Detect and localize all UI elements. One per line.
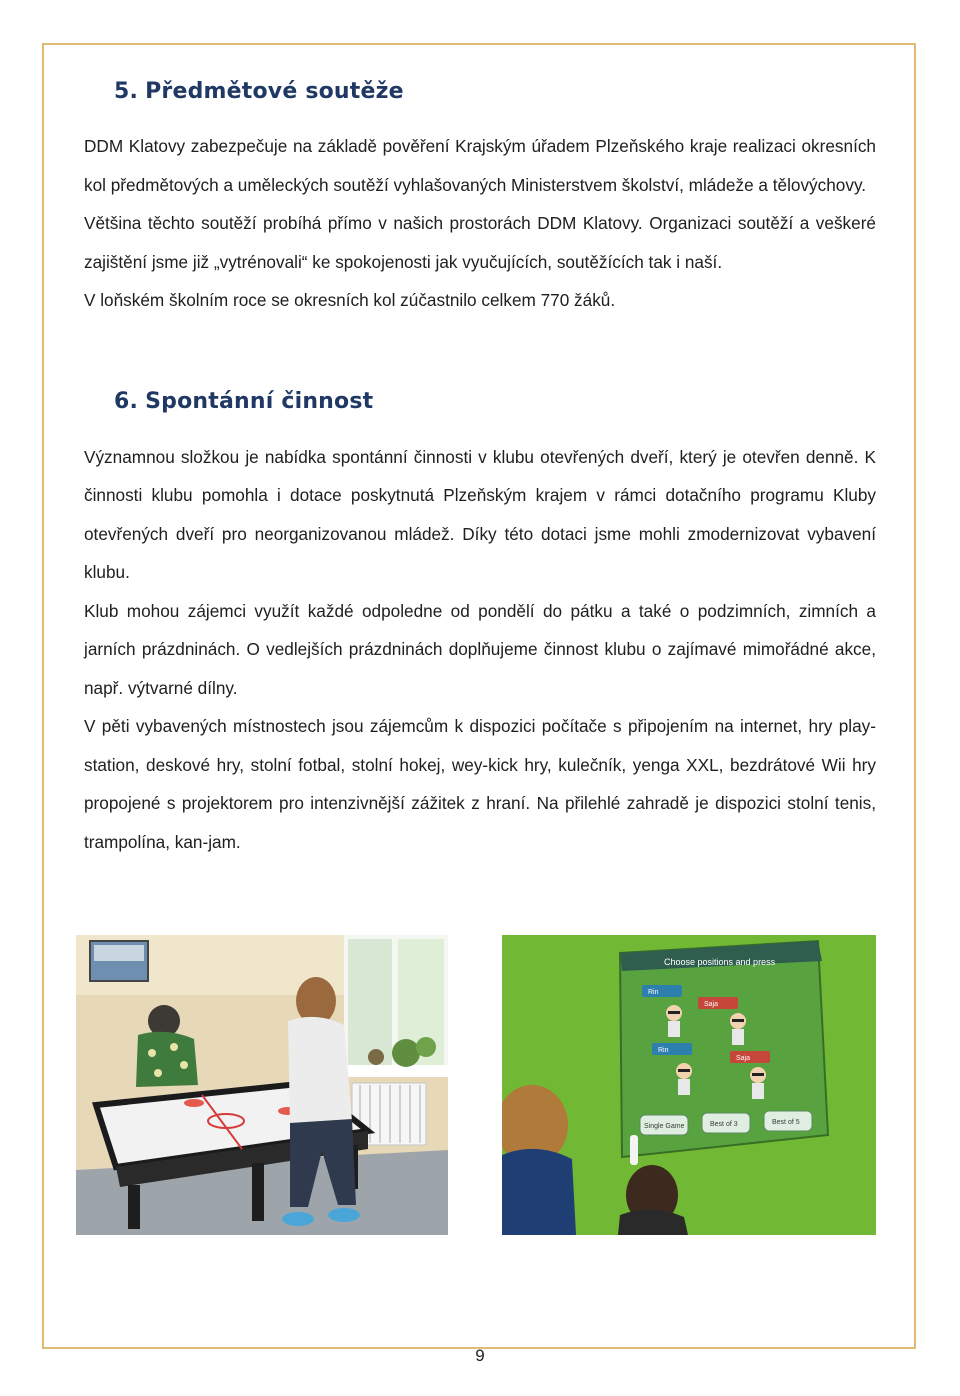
wii-button-label: Best of 5 [772,1119,800,1126]
wii-projection-illustration [502,935,876,1235]
section-5-paragraph: V loňském školním roce se okresních kol zúčastnilo celkem 770 žáků. [84,290,616,310]
section-5-body [84,127,876,320]
page-number: 9 [475,1346,485,1365]
wii-player-name: Rin [658,1047,669,1054]
section-5-title: Předmětové soutěže [145,79,404,104]
section-5-heading [84,72,876,112]
wii-player-name: Rin [648,989,659,996]
section-6-paragraph: V pěti vybavených místnostech jsou zájemcům k dispozici počítače s připojením na internet, hry play-station, deskové hry, stolní fotbal, stolní hokej, wey-kick hry, kulečník, yenga XXL, bezdrátové Wii hry propojené s projektorem pro intenzivnější zážitek z hraní. Na přilehlé zahradě je dispozici stolní tenis, trampolína, kan-jam. [84,716,876,852]
wii-projection-photo [502,935,876,1235]
section-6-title: Spontánní činnost [145,388,374,414]
air-hockey-photo [76,935,448,1235]
section-6-paragraph: Významnou složkou je nabídka spontánní činnosti v klubu otevřených dveří, který je otevřen denně. K činnosti klubu pomohla i dotace poskytnutá Plzeňským krajem v rámci dotačního programu Kluby otevřených dveří pro neorganizovanou mládež. Díky této dotaci jsme mohli zmodernizovat vybavení klubu. [84,446,876,582]
wii-screen-title: Choose positions and press [664,957,776,967]
section-6-number: 6. [114,388,139,414]
air-hockey-illustration [76,935,448,1235]
section-6-heading [84,382,876,422]
wii-button-label: Single Game [644,1123,685,1130]
wii-player-name: Saja [704,1001,719,1008]
wii-player-name: Saja [736,1055,751,1062]
wii-button-label: Best of 3 [710,1121,738,1128]
document-body [84,70,876,861]
section-5-number: 5. [114,79,139,104]
section-5-paragraph: Většina těchto soutěží probíhá přímo v našich prostorách DDM Klatovy. Organizaci soutěží a veškeré zajištění jsme již „vytrénovali“ ke spokojenosti jak vyučujících, soutěžících tak i naší. [84,213,876,272]
section-6-body [84,438,876,862]
section-5-paragraph: DDM Klatovy zabezpečuje na základě pověření Krajským úřadem Plzeňského kraje realizaci okresních kol předmětových a uměleckých soutěží vyhlašovaných Ministerstvem školství, mládeže a tělovýchovy. [84,136,876,195]
photo-row [76,935,876,1235]
section-6-paragraph: Klub mohou zájemci využít každé odpoledne od pondělí do pátku a také o podzimních, zimních a jarních prázdninách. O vedlejších prázdninách doplňujeme činnost klubu o zajímavé mimořádné akce, např. výtvarné dílny. [84,600,876,698]
